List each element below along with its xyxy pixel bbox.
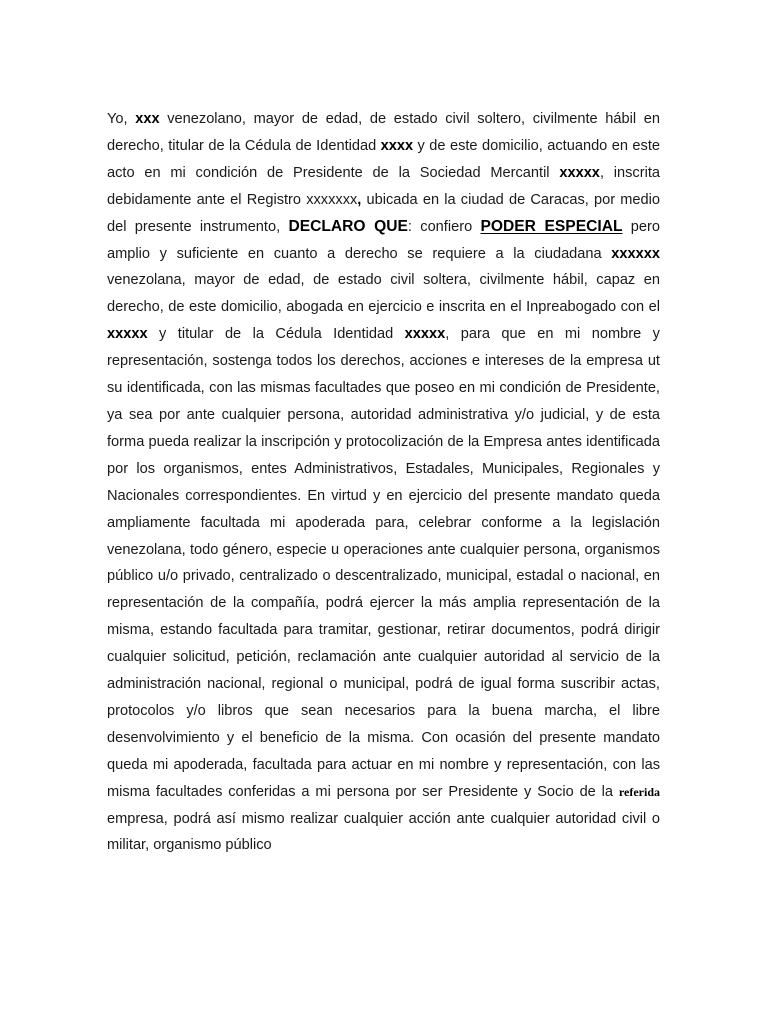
text-segment: y titular de la Cédula Identidad [147, 326, 405, 343]
text-segment: venezolana, mayor de edad, de estado civil soltera, civilmente hábil, capaz en derecho, de este domicilio, abogada en ejercicio e inscrita en el Inpreabogado con el [107, 272, 660, 316]
poder-especial-heading: PODER ESPECIAL [480, 217, 623, 235]
bold-comma: , [357, 191, 362, 208]
placeholder-inpreabogado-number: xxxxx [107, 326, 148, 343]
declaro-que-heading: DECLARO QUE [288, 217, 408, 235]
text-segment: Yo, [107, 111, 136, 127]
text-segment: , para que en mi nombre y representación, sostenga todos los derechos, acciones e intereses de la empresa ut su identificada, con las mismas facultades que poseo en mi condición de Presidente, ya sea por ante cualquier persona, autoridad administrativa y/o judicial, y de esta forma pueda realizar la inscripción y protocolización de la Empresa antes identificada por los organismos, entes Administrativos, Estadales, Municipales, Regionales y Nacionales correspondientes. En virtud y en ejercicio del presente mandato queda ampliamente facultada mi apoderada para, celebrar conforme a la legislación venezolana, todo género, especie u operaciones ante cualquier persona, organismos público u/o privado, centralizado o descentralizado, municipal, estadal o nacional, en representación de la compañía, podrá ejercer la más amplia representación de la misma, estando facultada para tramitar, gestionar, retirar documentos, podrá dirigir cualquier solicitud, petición, reclamación ante cualquier autoridad al servicio de la administración nacional, regional o municipal, podrá de igual forma suscribir actas, protocolos y/o libros que sean necesarios para la buena marcha, el libre desenvolvimiento y el beneficio de la misma. Con ocasión del presente mandato queda mi apoderada, facultada para actuar en mi nombre y representación, con las misma facultades conferidas a mi persona por ser Presidente y Socio de la [107, 326, 660, 800]
text-segment: pero amplio y suficiente en cuanto a derecho se requiere a la ciudadana [107, 218, 660, 262]
text-segment: y de este domicilio, actuando en este acto en mi condición de Presidente de la Sociedad Mercantil [107, 137, 660, 181]
placeholder-attorney-name: xxxxxx [611, 245, 660, 262]
text-segment: : confiero [407, 218, 481, 235]
placeholder-grantor-id: xxxx [380, 137, 414, 154]
referida-word: referida [618, 784, 660, 799]
placeholder-grantor-name: xxx [135, 111, 160, 127]
document-paragraph [107, 106, 660, 859]
text-segment: venezolano, mayor de edad, de estado civil soltero, civilmente hábil en derecho, titular de la Cédula de Identidad [107, 111, 661, 154]
placeholder-company-name: xxxxx [559, 164, 600, 181]
text-segment: , inscrita debidamente ante el Registro xxxxxxx [107, 164, 660, 208]
text-segment: empresa, podrá así mismo realizar cualquier acción ante cualquier autoridad civil o militar, organismo público [107, 810, 660, 854]
placeholder-attorney-id: xxxxx [404, 326, 446, 343]
text-segment: ubicada en la ciudad de Caracas, por medio del presente instrumento, [107, 191, 660, 235]
